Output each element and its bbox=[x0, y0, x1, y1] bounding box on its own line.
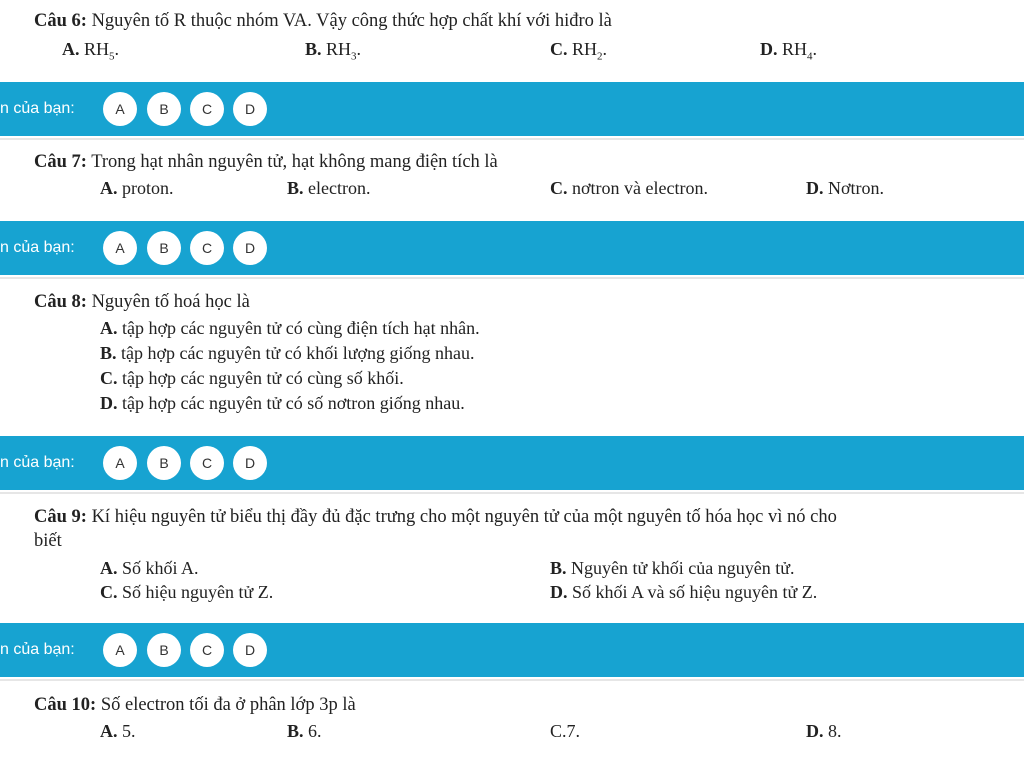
answer-label: n của bạn: bbox=[0, 100, 75, 117]
divider bbox=[0, 492, 1024, 494]
option-b: B. $RH_3$. bbox=[305, 39, 362, 63]
option-d: D. Số khối A và số hiệu nguyên tử Z. bbox=[550, 582, 818, 602]
question-8 bbox=[34, 291, 250, 313]
answer-bar bbox=[0, 221, 1024, 275]
question-7 bbox=[34, 151, 498, 173]
divider bbox=[0, 277, 1024, 279]
choice-c-button[interactable]: C bbox=[190, 633, 224, 667]
option-c: C. tập hợp các nguyên tử có cùng số khối. bbox=[100, 368, 404, 388]
choice-a-button[interactable]: A bbox=[103, 231, 137, 265]
choice-d-button[interactable]: D bbox=[233, 446, 267, 480]
option-b: B. tập hợp các nguyên tử có khối lượng giống nhau. bbox=[100, 343, 475, 363]
option-b: B. electron. bbox=[287, 178, 371, 198]
option-a: A. tập hợp các nguyên tử có cùng điện tích hạt nhân. bbox=[100, 318, 480, 338]
choice-a-button[interactable]: A bbox=[103, 633, 137, 667]
question-number: Câu 6: bbox=[34, 11, 87, 31]
choice-a-button[interactable]: A bbox=[103, 446, 137, 480]
option-c: C. Số hiệu nguyên tử Z. bbox=[100, 582, 274, 602]
question-text: Kí hiệu nguyên tử biểu thị đầy đủ đặc trưng cho một nguyên tử của một nguyên tố hóa học vì nó cho bbox=[91, 507, 837, 527]
option-c: C. nơtron và electron. bbox=[550, 178, 708, 198]
question-10 bbox=[34, 694, 356, 716]
question-6 bbox=[34, 10, 612, 32]
answer-label: n của bạn: bbox=[0, 641, 75, 658]
option-c: C. $RH_2$. bbox=[550, 39, 608, 63]
choice-a-button[interactable]: A bbox=[103, 92, 137, 126]
option-b: B. Nguyên tử khối của nguyên tử. bbox=[550, 558, 795, 578]
question-9-continuation: biết bbox=[34, 531, 62, 551]
answer-label: n của bạn: bbox=[0, 454, 75, 471]
question-number: Câu 10: bbox=[34, 695, 97, 715]
question-number: Câu 9: bbox=[34, 507, 87, 527]
option-a: A. proton. bbox=[100, 178, 174, 198]
option-d: D. Nơtron. bbox=[806, 178, 885, 198]
choice-c-button[interactable]: C bbox=[190, 446, 224, 480]
divider bbox=[0, 138, 1024, 140]
choice-d-button[interactable]: D bbox=[233, 633, 267, 667]
answer-bar bbox=[0, 623, 1024, 677]
question-text: Số electron tối đa ở phân lớp 3p là bbox=[100, 695, 356, 715]
question-number: Câu 7: bbox=[34, 152, 87, 172]
choice-b-button[interactable]: B bbox=[147, 446, 181, 480]
question-9 bbox=[34, 506, 837, 528]
option-d: D. 8. bbox=[806, 721, 842, 741]
option-a: A. $RH_5$. bbox=[62, 39, 120, 63]
option-d: D. $RH_4$. bbox=[760, 39, 818, 63]
divider bbox=[0, 679, 1024, 681]
choice-d-button[interactable]: D bbox=[233, 231, 267, 265]
option-a: A. Số khối A. bbox=[100, 558, 199, 578]
answer-label: n của bạn: bbox=[0, 239, 75, 256]
question-text: Nguyên tố hoá học là bbox=[91, 292, 250, 312]
option-b: B. 6. bbox=[287, 721, 322, 741]
choice-d-button[interactable]: D bbox=[233, 92, 267, 126]
answer-bar bbox=[0, 82, 1024, 136]
question-text: Trong hạt nhân nguyên tử, hạt không mang điện tích là bbox=[91, 152, 498, 172]
question-text: Nguyên tố R thuộc nhóm VA. Vậy công thức hợp chất khí với hiđro là bbox=[91, 11, 612, 31]
choice-c-button[interactable]: C bbox=[190, 231, 224, 265]
option-c: C.7. bbox=[550, 721, 581, 741]
choice-c-button[interactable]: C bbox=[190, 92, 224, 126]
choice-b-button[interactable]: B bbox=[147, 633, 181, 667]
option-a: A. 5. bbox=[100, 721, 136, 741]
choice-b-button[interactable]: B bbox=[147, 231, 181, 265]
question-number: Câu 8: bbox=[34, 292, 87, 312]
answer-bar bbox=[0, 436, 1024, 490]
choice-b-button[interactable]: B bbox=[147, 92, 181, 126]
option-d: D. tập hợp các nguyên tử có số nơtron giống nhau. bbox=[100, 393, 465, 413]
